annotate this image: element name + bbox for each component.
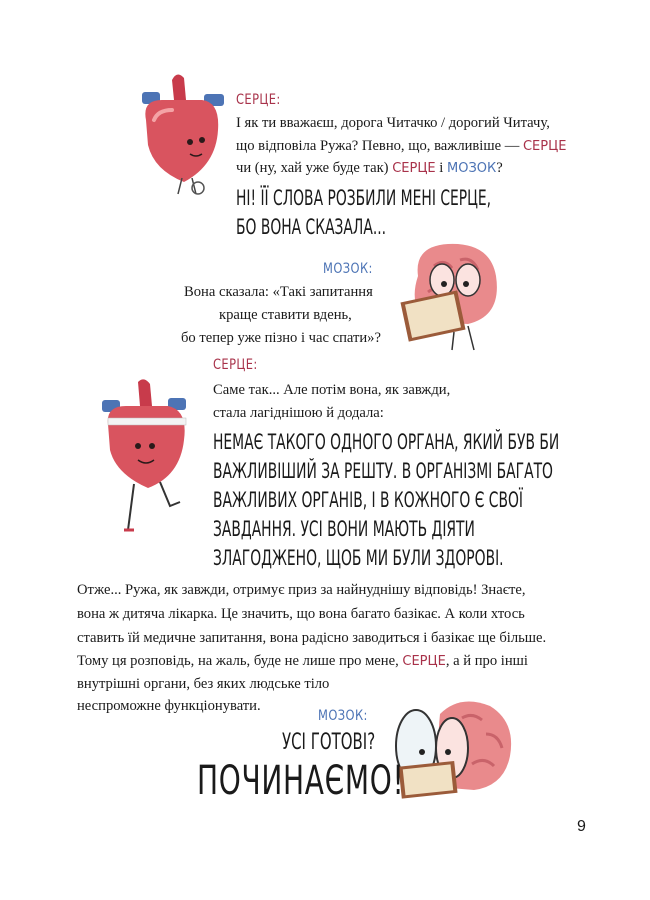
- brain-line-3: бо тепер уже пізно і час спати»?: [181, 330, 381, 346]
- paragraph-line-6: неспроможне функціонувати.: [77, 698, 261, 714]
- speaker-label-brain: МОЗОК:: [318, 708, 368, 724]
- heart-line-3: [236, 158, 503, 179]
- brain-line-2: краще ставити вдень,: [219, 307, 352, 323]
- brain-book-illustration: [386, 694, 518, 804]
- heart-character-illustration: [132, 70, 228, 200]
- text-span: що відповіла Ружа? Певно, що, важливіше —: [236, 138, 520, 154]
- heart-line-a: Саме так... Але потім вона, як завжди,: [213, 382, 451, 398]
- page-number: 9: [577, 818, 586, 835]
- speaker-label-heart: СЕРЦЕ:: [236, 92, 281, 108]
- highlight-heart: СЕРЦЕ: [392, 161, 436, 176]
- paragraph-line-4: [77, 651, 528, 672]
- text-span: , а й про інші: [445, 653, 528, 669]
- paragraph-line-2: вона ж дитяча лікарка. Це значить, що вона багато базікає. А коли хтось: [77, 606, 525, 622]
- heart-line-1: І як ти вважаєш, дорога Читачко / дорогий Читачу,: [236, 115, 550, 131]
- text-span: чи (ну, хай уже буде так): [236, 160, 389, 176]
- brain-question: УСІ ГОТОВІ?: [282, 730, 376, 755]
- heart-statement-1: НЕМАЄ ТАКОГО ОДНОГО ОРГАНА, ЯКИЙ БУВ БИ: [213, 430, 560, 454]
- heart-line-2: [236, 136, 566, 157]
- brain-exclaim: ПОЧИНАЄМО!: [197, 758, 405, 804]
- text-span: і: [439, 160, 444, 176]
- highlight-brain: МОЗОК: [447, 161, 497, 176]
- highlight-heart: СЕРЦЕ: [522, 139, 567, 154]
- text-span: ?: [496, 160, 503, 176]
- speaker-label-brain: МОЗОК:: [323, 261, 373, 277]
- heart-statement-4: ЗАВДАННЯ. УСІ ВОНИ МАЮТЬ ДІЯТИ: [213, 517, 475, 541]
- brain-reading-illustration: [398, 236, 508, 356]
- heart-statement-3: ВАЖЛИВИХ ОРГАНІВ, І В КОЖНОГО Є СВОЇ: [213, 488, 523, 512]
- speaker-label-heart: СЕРЦЕ:: [213, 357, 258, 373]
- text-span: Тому ця розповідь, на жаль, буде не лише про мене,: [77, 653, 399, 669]
- heart-exclaim-1: НІ! ЇЇ СЛОВА РОЗБИЛИ МЕНІ СЕРЦЕ,: [236, 186, 492, 210]
- heart-statement-2: ВАЖЛИВІШИЙ ЗА РЕШТУ. В ОРГАНІЗМІ БАГАТО: [213, 459, 553, 483]
- brain-line-1: Вона сказала: «Такі запитання: [184, 284, 373, 300]
- heart-exclaim-2: БО ВОНА СКАЗАЛА...: [236, 215, 387, 239]
- heart-statement-5: ЗЛАГОДЖЕНО, ЩОБ МИ БУЛИ ЗДОРОВІ.: [213, 546, 504, 570]
- paragraph-line-1: Отже... Ружа, як завжди, отримує приз за найнуднішу відповідь! Знаєте,: [77, 582, 526, 598]
- highlight-heart: СЕРЦЕ: [402, 654, 446, 669]
- paragraph-line-3: ставить їй медичне запитання, вона радісно заводиться і базікає ще більше.: [77, 630, 547, 646]
- paragraph-line-5: внутрішні органи, без яких людське тіло: [77, 676, 330, 692]
- heart-line-b: стала лагіднішою й додала:: [213, 405, 384, 421]
- heart-running-illustration: [98, 376, 194, 538]
